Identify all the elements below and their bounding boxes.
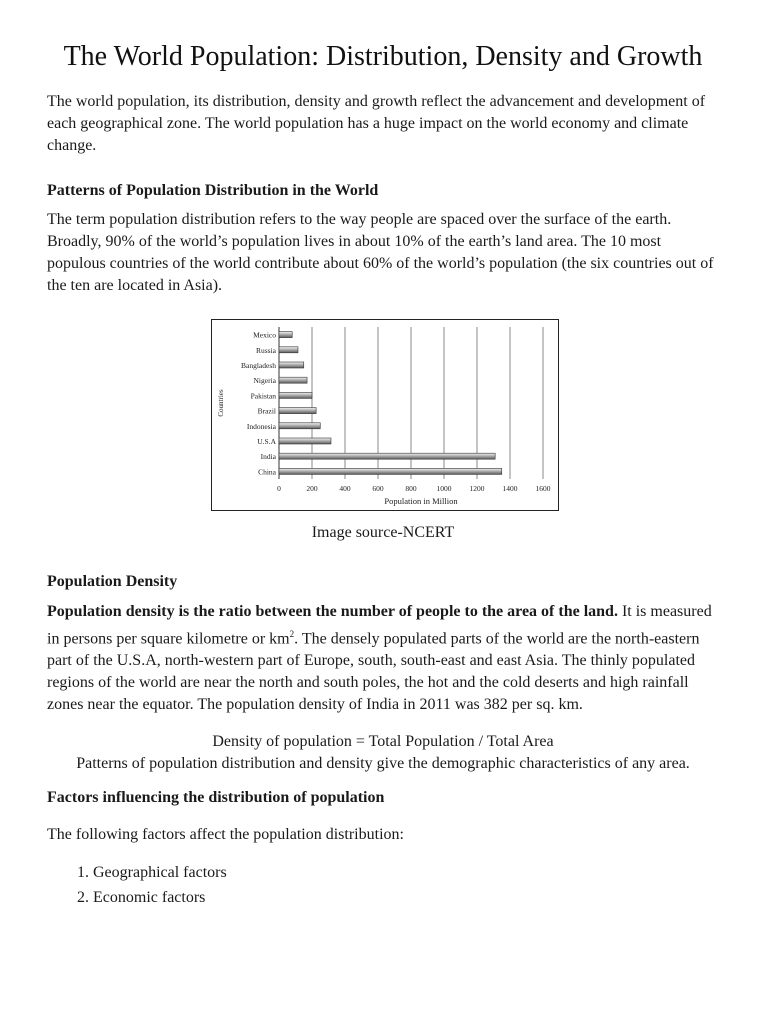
bar <box>279 362 304 368</box>
bar <box>279 453 495 459</box>
bar <box>279 392 312 398</box>
density-superscript: 2 <box>289 629 295 639</box>
bar <box>279 377 307 383</box>
bar <box>279 468 502 474</box>
factors-intro: The following factors affect the population distribution: <box>47 826 404 844</box>
bar <box>279 408 316 414</box>
category-label: Nigeria <box>253 376 276 386</box>
y-axis-label: Countries <box>217 389 225 417</box>
category-label: Brazil <box>257 406 276 416</box>
demographic-note: Patterns of population distribution and density give the demographic characteristics of any area. <box>76 755 690 773</box>
bar <box>279 332 292 338</box>
density-text-a: It is measured in persons per square kilometre or km <box>47 603 712 648</box>
density-formula: Density of population = Total Population / Total Area <box>212 733 554 751</box>
figure-caption: Image source-NCERT <box>311 524 455 541</box>
x-tick-label: 200 <box>306 484 318 493</box>
bar <box>279 438 331 444</box>
category-label: Russia <box>255 345 276 355</box>
density-paragraph <box>47 601 719 716</box>
category-label: China <box>258 467 276 477</box>
factors-list <box>47 860 719 910</box>
category-label: Pakistan <box>250 391 276 401</box>
x-tick-label: 1400 <box>502 484 518 493</box>
x-tick-label: 800 <box>405 484 417 493</box>
category-label: Indonesia <box>246 421 276 431</box>
x-tick-label: 1000 <box>436 484 452 493</box>
x-axis-label: Population in Million <box>384 496 458 506</box>
page-title: The World Population: Distribution, Density and Growth <box>63 41 703 72</box>
x-tick-label: 400 <box>339 484 351 493</box>
section-heading-density: Population Density <box>47 573 178 590</box>
bar <box>279 347 298 353</box>
x-tick-label: 1200 <box>469 484 485 493</box>
document-page <box>47 40 719 910</box>
patterns-paragraph: The term population distribution refers to the way people are spaced over the surface of the earth. Broadly, 90% of the world’s population lives in about 10% of the earth’s land area. The 10 most populous countries of the world contribute about 60% of the world’s population (the six countries out of the ten are located in Asia). <box>47 211 714 294</box>
x-tick-label: 1600 <box>535 484 551 493</box>
population-bar-chart <box>212 320 558 510</box>
category-label: India <box>260 452 276 462</box>
x-tick-label: 600 <box>372 484 384 493</box>
category-label: Bangladesh <box>241 361 276 370</box>
section-heading-factors: Factors influencing the distribution of population <box>47 789 385 807</box>
population-figure <box>47 309 719 517</box>
category-label: Mexico <box>253 330 276 340</box>
x-tick-label: 0 <box>277 484 281 493</box>
density-definition: Population density is the ratio between the number of people to the area of the land. <box>47 603 618 620</box>
list-item: 1. Geographical factors <box>93 860 719 885</box>
chart-frame <box>211 319 559 511</box>
bar <box>279 423 320 429</box>
list-item: 2. Economic factors <box>93 885 719 910</box>
section-heading-patterns: Patterns of Population Distribution in the World <box>47 182 379 199</box>
intro-paragraph: The world population, its distribution, density and growth reflect the advancement and development of each geographical zone. The world population has a huge impact on the world economy and climate change. <box>47 93 706 154</box>
category-label: U.S.A <box>257 437 276 446</box>
density-text-b: . The densely populated parts of the world are the north-eastern part of the U.S.A, north-western part of Europe, south, south-east and east Asia. The thinly populated regions of the world are near the north and south poles, the hot and the cold deserts and high rainfall zones near the equator. The population density of India in 2011 was 382 per sq. km. <box>47 630 700 714</box>
